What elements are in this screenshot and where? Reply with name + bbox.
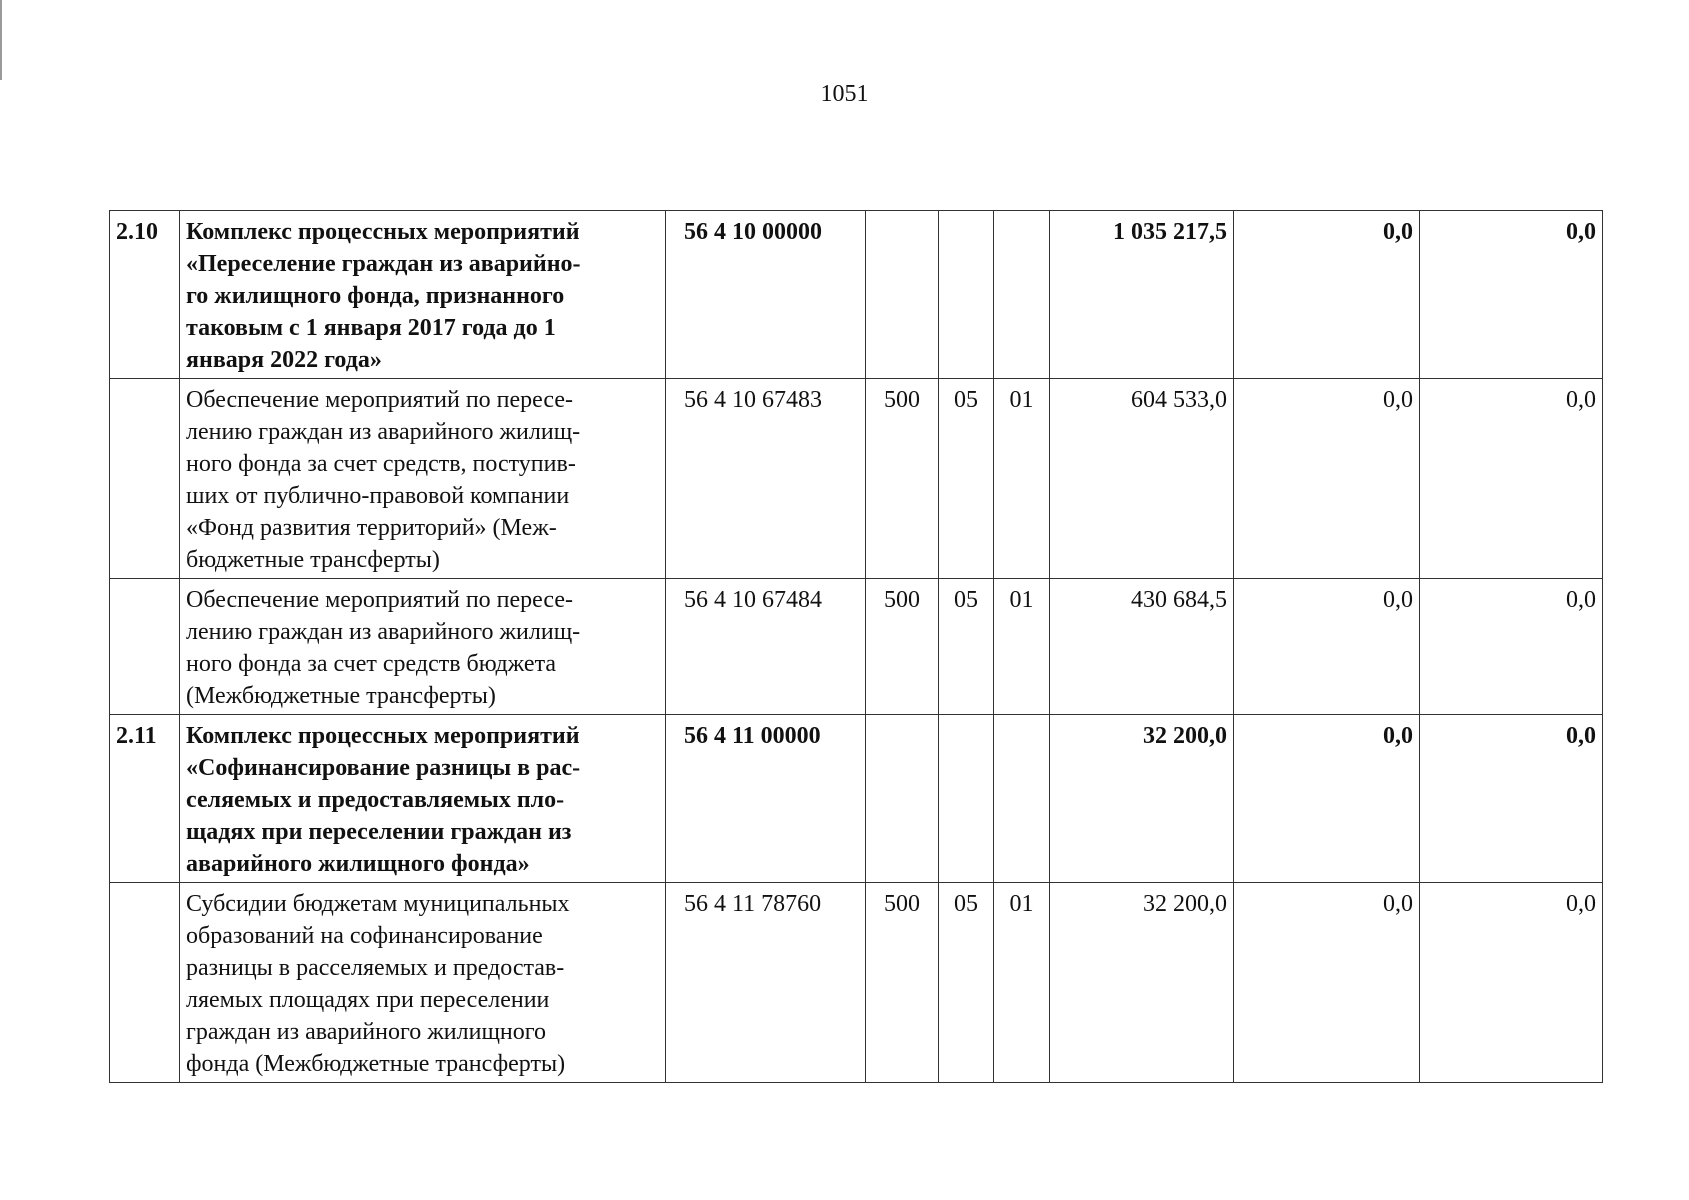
row-sum-1: 430 684,5 <box>1050 579 1234 715</box>
row-number: 2.11 <box>110 715 180 883</box>
row-sum-1: 604 533,0 <box>1050 379 1234 579</box>
row-name-line: Обеспечение мероприятий по пересе- <box>186 587 574 613</box>
row-name-line: аварийного жилищного фонда» <box>186 851 530 877</box>
row-name-line: января 2022 года» <box>186 347 382 373</box>
row-sum-2: 0,0 <box>1234 715 1420 883</box>
page-number: 1051 <box>820 81 869 107</box>
row-sum-3: 0,0 <box>1420 379 1603 579</box>
row-name-line: «Переселение граждан из аварийно- <box>186 251 581 277</box>
row-name-line: Субсидии бюджетам муниципальных <box>186 891 570 917</box>
row-code: 56 4 11 00000 <box>666 715 866 883</box>
scan-edge-mark <box>0 0 2 80</box>
row-vr <box>866 211 939 379</box>
row-number <box>110 883 180 1083</box>
table-row <box>110 715 1603 883</box>
table-row <box>110 579 1603 715</box>
row-name-line: граждан из аварийного жилищного <box>186 1019 547 1045</box>
row-sum-1: 1 035 217,5 <box>1050 211 1234 379</box>
table-row <box>110 379 1603 579</box>
row-vr: 500 <box>866 883 939 1083</box>
row-sum-2: 0,0 <box>1234 579 1420 715</box>
row-name-line: го жилищного фонда, признанного <box>186 283 565 309</box>
row-vr: 500 <box>866 379 939 579</box>
row-name-line: Комплекс процессных мероприятий <box>186 219 580 245</box>
row-name-line: бюджетные трансферты) <box>186 547 440 573</box>
row-rz: 05 <box>939 579 994 715</box>
row-name-line: лению граждан из аварийного жилищ- <box>186 419 581 445</box>
row-name-line: образований на софинансирование <box>186 923 543 949</box>
row-number <box>110 579 180 715</box>
row-sum-2: 0,0 <box>1234 883 1420 1083</box>
row-sum-2: 0,0 <box>1234 379 1420 579</box>
row-sum-3: 0,0 <box>1420 579 1603 715</box>
row-pr: 01 <box>994 883 1050 1083</box>
row-name-line: ших от публично-правовой компании <box>186 483 570 509</box>
row-rz: 05 <box>939 379 994 579</box>
row-sum-3: 0,0 <box>1420 883 1603 1083</box>
row-name-line: ного фонда за счет средств бюджета <box>186 651 557 677</box>
row-name-line: ного фонда за счет средств, поступив- <box>186 451 576 477</box>
row-sum-1: 32 200,0 <box>1050 715 1234 883</box>
row-pr: 01 <box>994 379 1050 579</box>
row-code: 56 4 10 67484 <box>666 579 866 715</box>
row-name-line: (Межбюджетные трансферты) <box>186 683 496 709</box>
row-name-line: «Фонд развития территорий» (Меж- <box>186 515 557 541</box>
row-rz: 05 <box>939 883 994 1083</box>
row-vr: 500 <box>866 579 939 715</box>
row-rz <box>939 211 994 379</box>
row-name-line: Обеспечение мероприятий по пересе- <box>186 387 574 413</box>
row-sum-1: 32 200,0 <box>1050 883 1234 1083</box>
row-name-line: лению граждан из аварийного жилищ- <box>186 619 581 645</box>
budget-table <box>109 210 1603 1083</box>
table-row <box>110 211 1603 379</box>
row-code: 56 4 11 78760 <box>666 883 866 1083</box>
row-pr: 01 <box>994 579 1050 715</box>
row-number: 2.10 <box>110 211 180 379</box>
row-name <box>180 211 666 379</box>
row-name <box>180 715 666 883</box>
row-pr <box>994 211 1050 379</box>
row-pr <box>994 715 1050 883</box>
row-name <box>180 883 666 1083</box>
row-name-line: Комплекс процессных мероприятий <box>186 723 580 749</box>
row-name-line: разницы в расселяемых и предостав- <box>186 955 565 981</box>
row-name-line: селяемых и предоставляемых пло- <box>186 787 565 813</box>
row-rz <box>939 715 994 883</box>
row-name-line: фонда (Межбюджетные трансферты) <box>186 1051 566 1077</box>
row-name-line: ляемых площадях при переселении <box>186 987 550 1013</box>
row-sum-2: 0,0 <box>1234 211 1420 379</box>
row-name-line: щадях при переселении граждан из <box>186 819 572 845</box>
row-code: 56 4 10 00000 <box>666 211 866 379</box>
row-code: 56 4 10 67483 <box>666 379 866 579</box>
row-number <box>110 379 180 579</box>
row-sum-3: 0,0 <box>1420 211 1603 379</box>
row-sum-3: 0,0 <box>1420 715 1603 883</box>
row-name-line: таковым с 1 января 2017 года до 1 <box>186 315 556 341</box>
row-name-line: «Софинансирование разницы в рас- <box>186 755 581 781</box>
row-name <box>180 379 666 579</box>
budget-table-body <box>110 211 1603 1083</box>
row-vr <box>866 715 939 883</box>
table-row <box>110 883 1603 1083</box>
row-name <box>180 579 666 715</box>
